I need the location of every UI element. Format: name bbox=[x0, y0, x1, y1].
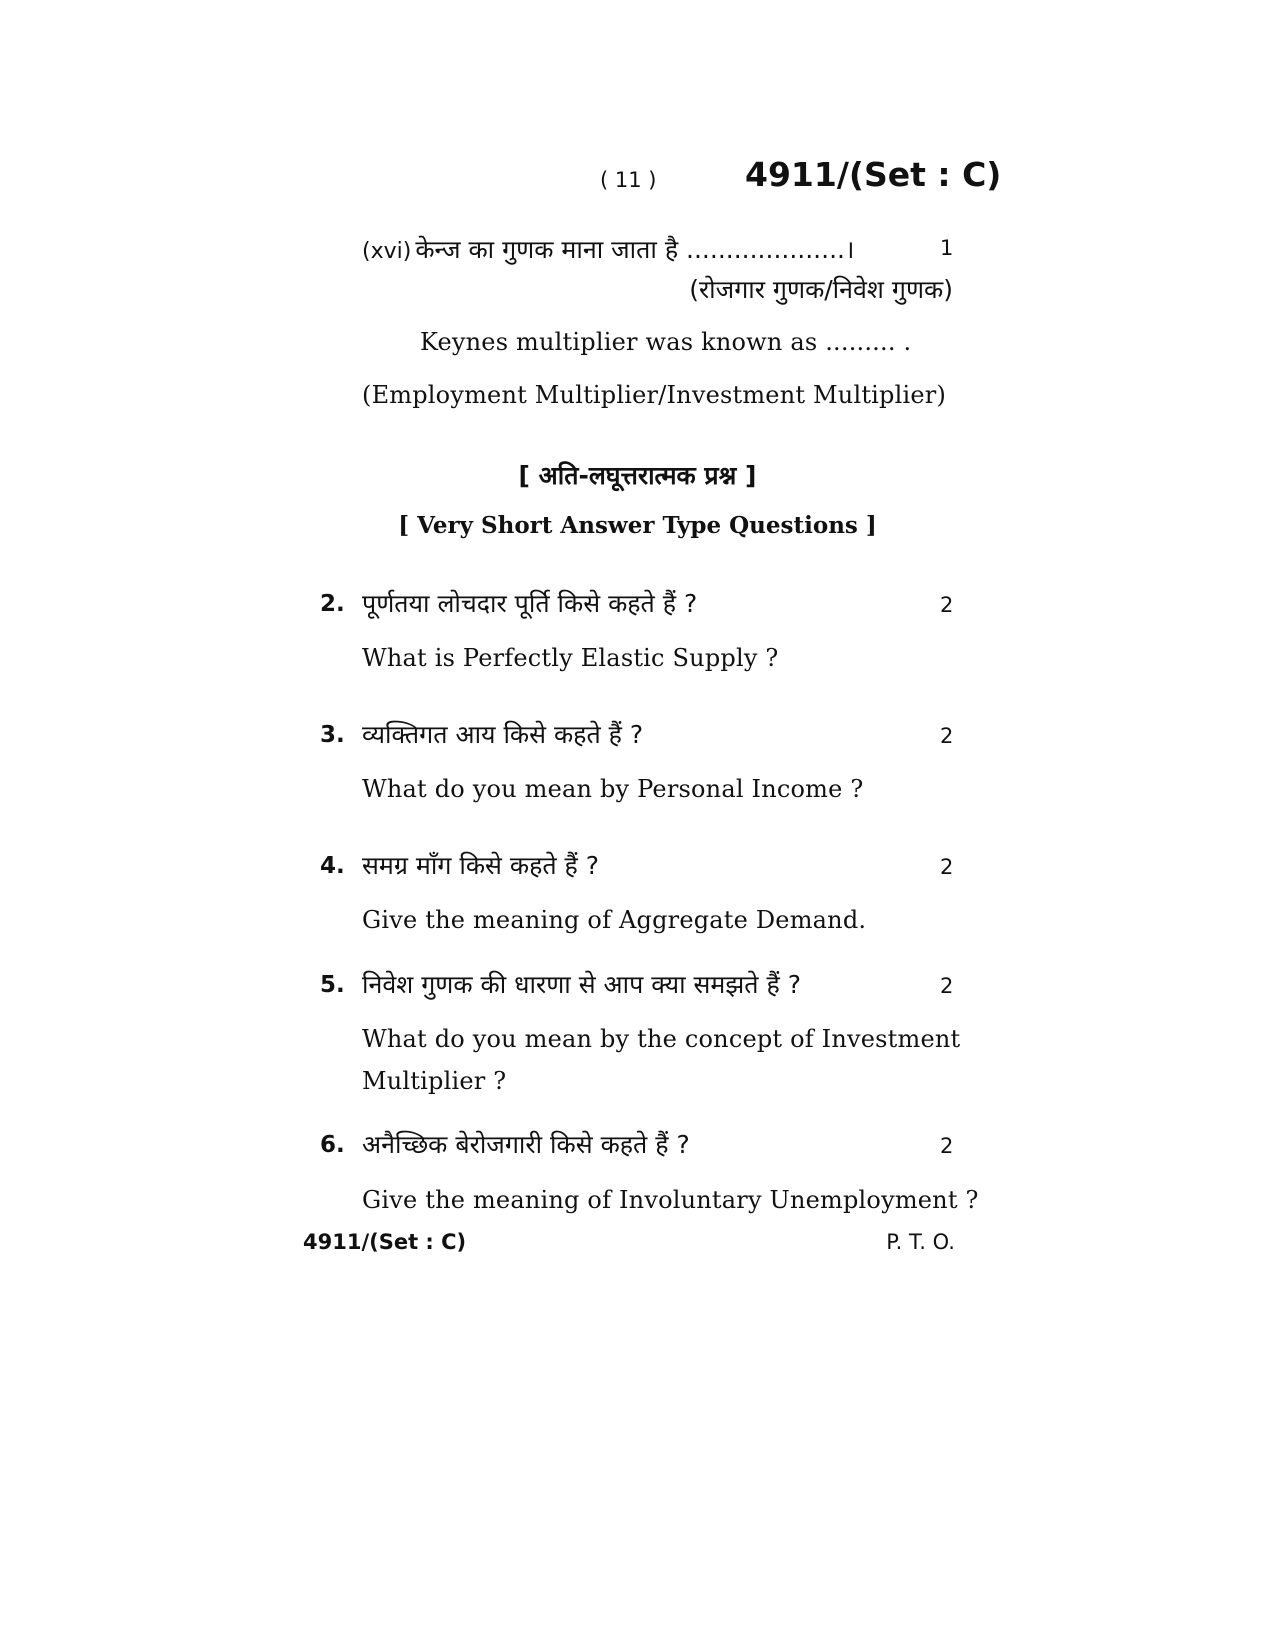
question-hindi-text: अनैच्छिक बेरोजगारी किसे कहते हैं ? bbox=[362, 1130, 690, 1159]
question-english-options: (Employment Multiplier/Investment Multiplier) bbox=[362, 381, 947, 409]
question-english-text: Give the meaning of Aggregate Demand. bbox=[362, 906, 867, 934]
question-marks: 2 bbox=[940, 593, 954, 617]
question-marks: 1 bbox=[940, 236, 954, 260]
question-hindi-text: समग्र माँग किसे कहते हैं ? bbox=[362, 851, 600, 880]
paper-code-footer: 4911/(Set : C) bbox=[303, 1230, 467, 1254]
question-english-text-line1: What do you mean by the concept of Investment bbox=[362, 1025, 961, 1053]
page-number: ( 11 ) bbox=[600, 168, 657, 192]
question-marks: 2 bbox=[940, 974, 954, 998]
question-hindi-text: व्यक्तिगत आय किसे कहते हैं ? bbox=[362, 720, 644, 749]
question-english-text: Keynes multiplier was known as ......... . bbox=[420, 328, 912, 356]
question-hindi-options: (रोजगार गुणक/निवेश गुणक) bbox=[689, 275, 953, 304]
question-number: 2. bbox=[320, 591, 345, 617]
question-xvi bbox=[362, 232, 854, 266]
question-english-text: Give the meaning of Involuntary Unemployment ? bbox=[362, 1186, 979, 1214]
question-number: 3. bbox=[320, 722, 345, 748]
question-english-text-line2: Multiplier ? bbox=[362, 1067, 507, 1095]
question-number: 4. bbox=[320, 853, 345, 879]
question-hindi-text: पूर्णतया लोचदार पूर्ति किसे कहते हैं ? bbox=[362, 589, 698, 618]
paper-code-header: 4911/(Set : C) bbox=[745, 155, 1002, 194]
question-label: (xvi) bbox=[362, 239, 412, 264]
section-title-hindi: [ अति-लघूत्तरात्मक प्रश्न ] bbox=[518, 461, 757, 490]
question-marks: 2 bbox=[940, 855, 954, 879]
section-title-english: [ Very Short Answer Type Questions ] bbox=[398, 512, 877, 539]
question-hindi-text: केन्ज का गुणक माना जाता है ....................। bbox=[415, 235, 855, 264]
question-marks: 2 bbox=[940, 1134, 954, 1158]
question-number: 6. bbox=[320, 1132, 345, 1158]
question-english-text: What do you mean by Personal Income ? bbox=[362, 775, 864, 803]
pto-label: P. T. O. bbox=[886, 1230, 955, 1254]
question-hindi-text: निवेश गुणक की धारणा से आप क्या समझते हैं ? bbox=[362, 970, 801, 999]
question-number: 5. bbox=[320, 972, 345, 998]
question-marks: 2 bbox=[940, 724, 954, 748]
question-english-text: What is Perfectly Elastic Supply ? bbox=[362, 644, 779, 672]
